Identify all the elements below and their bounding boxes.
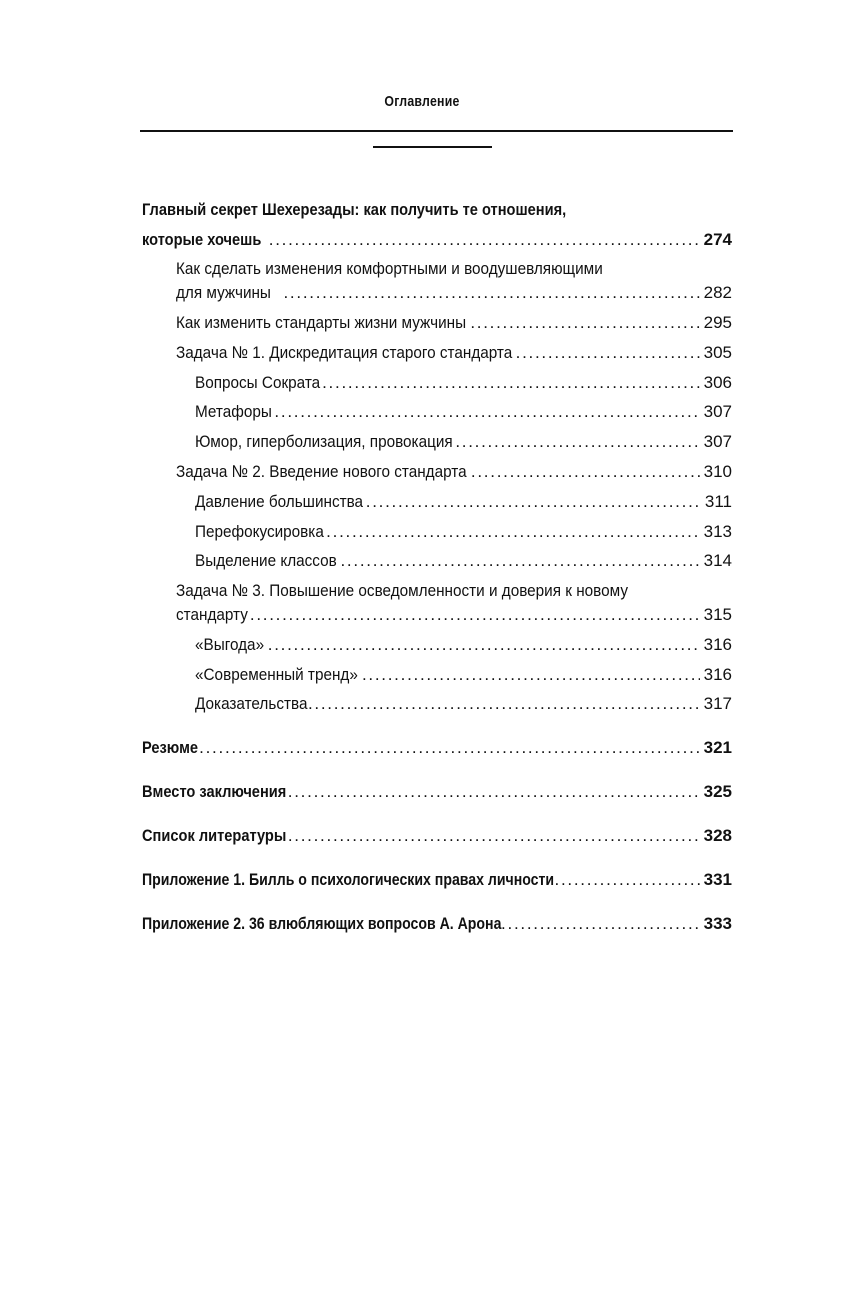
- toc-entry[interactable]: [195, 490, 732, 514]
- dot-leader: [326, 520, 700, 544]
- dot-leader: [283, 281, 700, 305]
- header-short-rule: [373, 146, 492, 148]
- toc-entry-page: 313: [703, 522, 732, 541]
- dot-leader: [501, 912, 700, 936]
- toc-entry-title: Юмор, гиперболизация, провокация: [195, 432, 453, 451]
- header-rule: [140, 130, 733, 132]
- toc-entry[interactable]: [176, 460, 732, 484]
- toc-entry-page: 315: [703, 605, 732, 624]
- dot-leader: [362, 663, 700, 687]
- toc-entry-title: Перефокусировка: [195, 522, 324, 541]
- toc-entry-title-line1: Задача № 3. Повышение осведомленности и доверия к новому: [176, 581, 628, 600]
- toc-entry[interactable]: [195, 692, 732, 716]
- toc-entry-title-line2: стандарту: [176, 605, 248, 624]
- toc-entry[interactable]: [195, 400, 732, 424]
- toc-entry-page: 295: [703, 313, 732, 332]
- toc-entry[interactable]: [195, 663, 732, 687]
- toc-entry[interactable]: [176, 257, 732, 305]
- toc-entry-page: 333: [703, 914, 732, 933]
- toc-entry-page: 311: [704, 492, 732, 511]
- toc-entry[interactable]: [195, 520, 732, 544]
- toc-entry-title: Резюме: [142, 738, 199, 757]
- toc-entry[interactable]: [142, 824, 732, 848]
- toc-entry[interactable]: [195, 430, 732, 454]
- toc-entry-page: 274: [703, 230, 732, 249]
- dot-leader: [199, 736, 700, 760]
- toc-entry-title: «Выгода»: [195, 635, 265, 654]
- toc-entry[interactable]: [195, 633, 732, 657]
- toc-entry[interactable]: [176, 579, 732, 627]
- toc-entry-page: 306: [703, 373, 732, 392]
- toc-entry[interactable]: [142, 198, 732, 252]
- toc-entry-title: Задача № 2. Введение нового стандарта: [176, 462, 467, 481]
- toc-entry-title: Как изменить стандарты жизни мужчины: [176, 313, 467, 332]
- toc-entry-page: 307: [703, 432, 732, 451]
- dot-leader: [250, 603, 700, 627]
- dot-leader: [322, 371, 700, 395]
- dot-leader: [455, 430, 700, 454]
- toc-entry-title: Список литературы: [142, 826, 287, 845]
- dot-leader: [366, 490, 700, 514]
- toc-entry-page: 305: [703, 343, 732, 362]
- toc-entry-page: 316: [703, 635, 732, 654]
- toc-entry[interactable]: [195, 549, 732, 573]
- toc-entry-title: Давление большинства: [195, 492, 364, 511]
- dot-leader: [268, 633, 700, 657]
- dot-leader: [274, 400, 700, 424]
- toc-entry-page: 328: [703, 826, 732, 845]
- toc-entry-title-line1: Главный секрет Шехерезады: как получить те отношения,: [142, 200, 567, 219]
- toc-entry-page: 325: [703, 782, 732, 801]
- toc-entry-page: 282: [703, 283, 732, 302]
- running-title: Оглавление: [384, 93, 460, 110]
- toc-entry[interactable]: [176, 311, 732, 335]
- toc-entry-title-line2: которые хочешь: [142, 230, 262, 249]
- toc-entry-page: 317: [703, 694, 732, 713]
- toc-entry-page: 307: [703, 402, 732, 421]
- toc-entry-title: Задача № 1. Дискредитация старого стандарта: [176, 343, 513, 362]
- toc-entry-title: «Современный тренд»: [195, 665, 358, 684]
- dot-leader: [555, 868, 700, 892]
- toc-entry[interactable]: [142, 780, 732, 804]
- toc-entry-title-line2: для мужчины: [176, 283, 271, 302]
- dot-leader: [288, 780, 700, 804]
- toc-entry-title-line1: Как сделать изменения комфортными и воодушевляющими: [176, 259, 603, 278]
- toc-entry-page: 331: [703, 870, 732, 889]
- toc-entry-page: 316: [703, 665, 732, 684]
- toc-entry-title: Вместо заключения: [142, 782, 287, 801]
- toc-entry[interactable]: [142, 868, 732, 892]
- toc-entry-title: Метафоры: [195, 402, 272, 421]
- toc-entry-title: Выделение классов: [195, 551, 337, 570]
- toc-entry-title: Вопросы Сократа: [195, 373, 321, 392]
- toc-entry[interactable]: [142, 912, 732, 936]
- toc-entry[interactable]: [195, 371, 732, 395]
- toc-entry-title: Доказательства: [195, 694, 308, 713]
- toc-entry-page: 321: [703, 738, 732, 757]
- dot-leader: [470, 311, 700, 335]
- toc-entry[interactable]: [142, 736, 732, 760]
- toc-entry[interactable]: [176, 341, 732, 365]
- toc-entry-title: Приложение 2. 36 влюбляющих вопросов А. Арона: [142, 914, 502, 933]
- toc-entry-title: Приложение 1. Билль о психологических правах личности: [142, 870, 555, 889]
- dot-leader: [269, 228, 700, 252]
- dot-leader: [471, 460, 700, 484]
- dot-leader: [308, 692, 700, 716]
- toc-entry-page: 314: [703, 551, 732, 570]
- dot-leader: [516, 341, 700, 365]
- dot-leader: [340, 549, 700, 573]
- toc-entry-page: 310: [703, 462, 732, 481]
- dot-leader: [288, 824, 700, 848]
